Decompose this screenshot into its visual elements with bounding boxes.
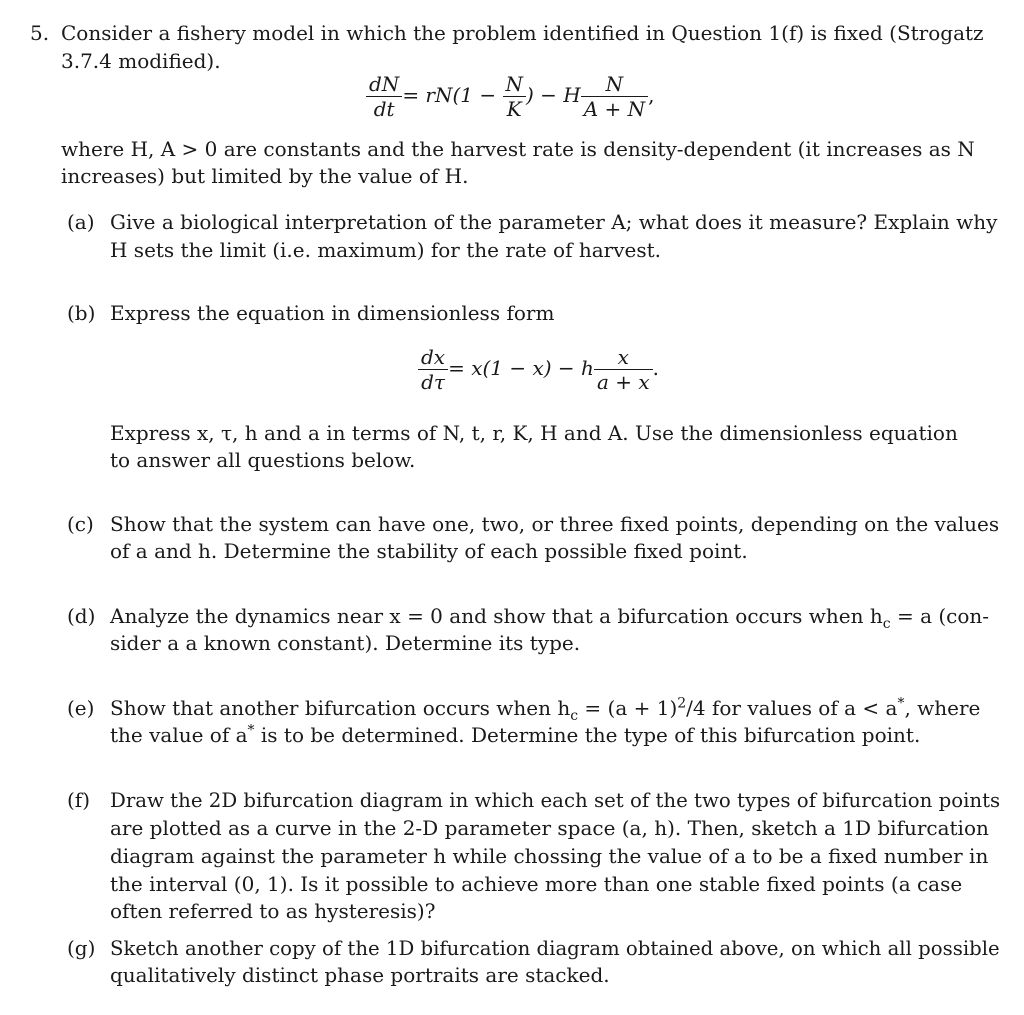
part-f-line-4: the interval (0, 1). Is it possible to achieve more than one stable fixed points (a case <box>110 872 963 896</box>
part-d-label: (d) <box>67 604 96 628</box>
after-eq-line-2: increases) but limited by the value of H. <box>61 164 469 188</box>
part-f-line-2: are plotted as a curve in the 2-D parameter space (a, h). Then, sketch a 1D bifurcation <box>110 816 989 840</box>
part-a-line-2: H sets the limit (i.e. maximum) for the rate of harvest. <box>110 238 662 262</box>
part-f-label: (f) <box>67 788 91 812</box>
part-d-line-1: Analyze the dynamics near x = 0 and show that a bifurcation occurs when $h_c = a$ (con- <box>110 604 990 632</box>
part-f-line-5: often referred to as hysteresis)? <box>110 899 436 923</box>
part-c-line-2: of a and h. Determine the stability of each possible fixed point. <box>110 539 748 563</box>
equation-dimensionless: $\frac{dx}{d\tau}$ = x(1 − x) − h $\frac{x}{a + x}$ . <box>418 345 659 394</box>
part-a-line-1: Give a biological interpretation of the parameter A; what does it measure? Explain why <box>110 210 998 234</box>
intro-line-1: Consider a fishery model in which the problem identified in Question 1(f) is fixed (Strogatz <box>61 21 984 45</box>
after-eq-line-1: where H, A > 0 are constants and the harvest rate is density-dependent (it increases as N <box>61 137 975 161</box>
equation-dndt: $\frac{dN}{dt}$ = rN(1 − $\frac{N}{K}$ ) − H $\frac{N}{A + N}$ , <box>366 72 655 121</box>
question-number: 5. <box>30 21 50 45</box>
intro-line-2: 3.7.4 modified). <box>61 49 221 73</box>
frac-dx-dtau: $\frac{dx}{d\tau}$ <box>418 345 448 394</box>
part-e-line-2: the value of a* is to be determined. Determine the type of this bifurcation point. <box>110 722 921 747</box>
frac-x-a-plus-x: $\frac{x}{a + x}$ <box>594 345 653 394</box>
part-g-label: (g) <box>67 936 96 960</box>
part-e-line-1: Show that another bifurcation occurs when $h_c = (a + 1)^2/4$ for values of a < a*, where <box>110 695 981 724</box>
frac-n-a-plus-n: $\frac{N}{A + N}$ <box>581 72 648 121</box>
part-g-line-2: qualitatively distinct phase portraits are stacked. <box>110 963 610 987</box>
frac-n-k: $\frac{N}{K}$ <box>503 72 527 121</box>
part-d-line-2: sider a a known constant). Determine its type. <box>110 631 581 655</box>
part-a-label: (a) <box>67 210 95 234</box>
part-b-line-3: to answer all questions below. <box>110 448 416 472</box>
part-c-label: (c) <box>67 512 94 536</box>
frac-dn-dt: $\frac{dN}{dt}$ <box>366 72 402 121</box>
part-e-label: (e) <box>67 696 95 720</box>
part-f-line-1: Draw the 2D bifurcation diagram in which each set of the two types of bifurcation points <box>110 788 1001 812</box>
part-g-line-1: Sketch another copy of the 1D bifurcation diagram obtained above, on which all possible <box>110 936 1000 960</box>
part-b-line-1: Express the equation in dimensionless form <box>110 301 555 325</box>
part-b-label: (b) <box>67 301 96 325</box>
part-b-line-2: Express x, τ, h and a in terms of N, t, r, K, H and A. Use the dimensionless equation <box>110 421 958 445</box>
part-f-line-3: diagram against the parameter h while chossing the value of a to be a fixed number in <box>110 844 989 868</box>
part-c-line-1: Show that the system can have one, two, or three fixed points, depending on the values <box>110 512 1000 536</box>
